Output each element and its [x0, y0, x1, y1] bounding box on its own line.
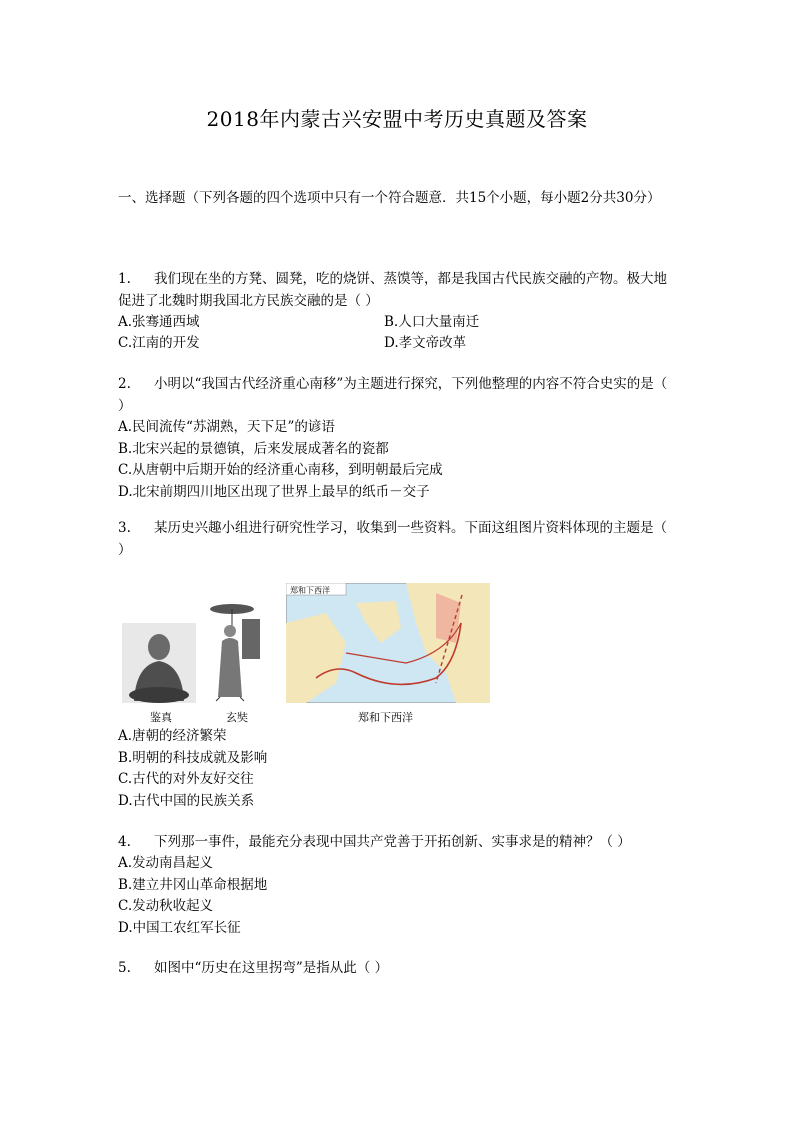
- option-c: C.从唐朝中后期开始的经济重心南移，到明朝最后完成: [118, 462, 443, 478]
- option-a: A.民间流传“苏湖熟，天下足”的谚语: [118, 419, 335, 435]
- question-number: 5.: [118, 960, 131, 976]
- map-title: 郑和下西洋: [290, 586, 330, 595]
- option-d: D.古代中国的民族关系: [118, 792, 255, 809]
- option-c: C.江南的开发: [118, 335, 200, 351]
- xuanzang-figure-image: [202, 597, 274, 703]
- option-b: B.明朝的科技成就及影响: [118, 749, 268, 766]
- question-1: [118, 268, 678, 355]
- question-number: 3.: [118, 520, 131, 536]
- question-stem: 2. 小明以“我国古代经济重心南移”为主题进行探究，下列他整理的内容不符合史实的是（ ）: [118, 373, 678, 417]
- option-c: C.发动秋收起义: [118, 898, 214, 914]
- question-3: [118, 517, 678, 561]
- question-2: [118, 373, 678, 503]
- option-b: B.人口大量南迁: [384, 314, 480, 330]
- options-grid: [118, 312, 678, 355]
- question-3-options: [118, 726, 678, 812]
- question-stem: 1. 我们现在坐的方凳、圆凳，吃的烧饼、蒸馍等，都是我国古代民族交融的产物。极大地促进了北魏时期我国北方民族交融的是（ ）: [118, 268, 678, 312]
- page-title: 2018年内蒙古兴安盟中考历史真题及答案: [206, 107, 588, 131]
- option-b: B.北宋兴起的景德镇，后来发展成著名的瓷都: [118, 440, 389, 457]
- option-d: D.北宋前期四川地区出现了世界上最早的纸币－交子: [118, 483, 430, 500]
- zhenghe-voyage-map: [286, 583, 490, 703]
- option-c: C.古代的对外友好交往: [118, 771, 254, 787]
- option-d: D.中国工农红军长征: [118, 919, 241, 936]
- option-a: A.唐朝的经济繁荣: [118, 728, 227, 744]
- question-stem: 3. 某历史兴趣小组进行研究性学习，收集到一些资料。下面这组图片资料体现的主题是（ ）: [118, 517, 678, 561]
- question-number: 1.: [118, 271, 131, 287]
- caption-zhenghe: 郑和下西洋: [358, 711, 413, 724]
- question-stem: 5. 如图中“历史在这里拐弯”是指从此（ ）: [118, 957, 678, 979]
- caption-jianzhen: 鉴真: [150, 711, 172, 724]
- option-a: A.张骞通西域: [118, 314, 200, 330]
- question-number: 2.: [118, 376, 131, 392]
- question-number: 4.: [118, 834, 131, 850]
- section-heading: 一、选择题（下列各题的四个选项中只有一个符合题意．共15个小题，每小题2分共30分）: [118, 190, 661, 206]
- option-a: A.发动南昌起义: [118, 855, 214, 871]
- question-4: [118, 831, 678, 939]
- figure-group: [118, 583, 518, 723]
- caption-xuanzang: 玄奘: [226, 711, 248, 724]
- option-b: B.建立井冈山革命根据地: [118, 876, 268, 893]
- question-stem: 4. 下列那一事件，最能充分表现中国共产党善于开拓创新、实事求是的精神？（ ）: [118, 831, 678, 853]
- question-5: [118, 957, 678, 979]
- jianzhen-statue-image: [122, 623, 196, 703]
- option-d: D.孝文帝改革: [384, 335, 467, 351]
